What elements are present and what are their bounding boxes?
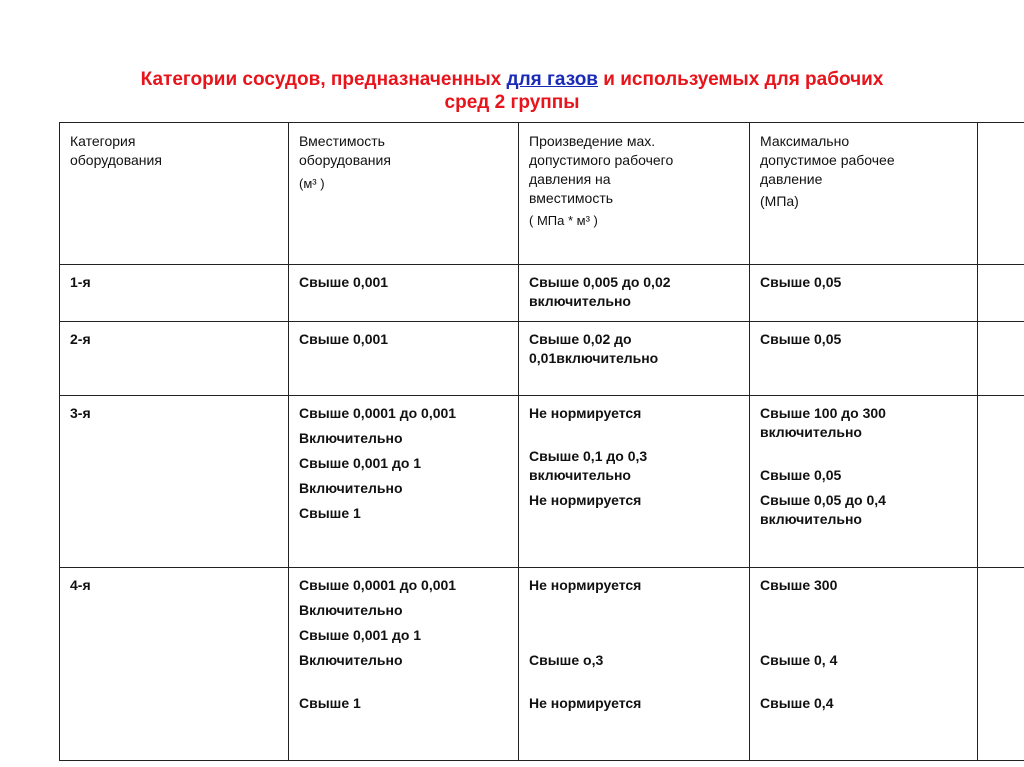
cell-pressure: Свыше 300 Свыше 0, 4 Свыше 0,4 (750, 568, 978, 761)
cell-empty (978, 265, 1024, 322)
cell-product: Не нормируется Свыше о,3 Не нормируется (519, 568, 750, 761)
cell-empty (978, 322, 1024, 396)
title-line-2: сред 2 группы (444, 92, 580, 113)
table-row (60, 396, 1024, 568)
title-link-gases[interactable]: для газов (506, 69, 598, 90)
cell-product: Свыше 0,02 до 0,01включительно (519, 322, 750, 396)
cell-capacity: Свыше 0,001 (289, 322, 519, 396)
cell-capacity: Свыше 0,0001 до 0,001 Включительно Свыше 0,001 до 1 Включительно Свыше 1 (289, 568, 519, 761)
title-part-2: и используемых для рабочих (597, 69, 884, 90)
header-category: Категория оборудования (60, 123, 289, 265)
table-row (60, 265, 1024, 322)
header-product: Произведение мах. допустимого рабочего давления на вместимость ( МПа * м³ ) (519, 123, 750, 265)
header-capacity: Вместимость оборудования (м³ ) (289, 123, 519, 265)
cell-capacity: Свыше 0,0001 до 0,001 Включительно Свыше 0,001 до 1 Включительно Свыше 1 (289, 396, 519, 568)
cell-category: 3-я (60, 396, 289, 568)
cell-category: 1-я (60, 265, 289, 322)
cell-category: 4-я (60, 568, 289, 761)
slide-title (40, 68, 984, 114)
cell-pressure: Свыше 0,05 (750, 322, 978, 396)
cell-product: Не нормируется Свыше 0,1 до 0,3 включительно Не нормируется (519, 396, 750, 568)
table-row (60, 568, 1024, 761)
cell-pressure: Свыше 100 до 300 включительно Свыше 0,05 Свыше 0,05 до 0,4 включительно (750, 396, 978, 568)
table-row (60, 322, 1024, 396)
title-part-1: Категории сосудов, предназначенных (140, 69, 507, 90)
table-header-row (60, 123, 1024, 265)
cell-capacity: Свыше 0,001 (289, 265, 519, 322)
cell-empty (978, 396, 1024, 568)
cell-empty (978, 568, 1024, 761)
header-empty (978, 123, 1024, 265)
vessel-category-table (59, 122, 1024, 761)
cell-category: 2-я (60, 322, 289, 396)
cell-product: Свыше 0,005 до 0,02 включительно (519, 265, 750, 322)
cell-pressure: Свыше 0,05 (750, 265, 978, 322)
header-pressure: Максимально допустимое рабочее давление (МПа) (750, 123, 978, 265)
